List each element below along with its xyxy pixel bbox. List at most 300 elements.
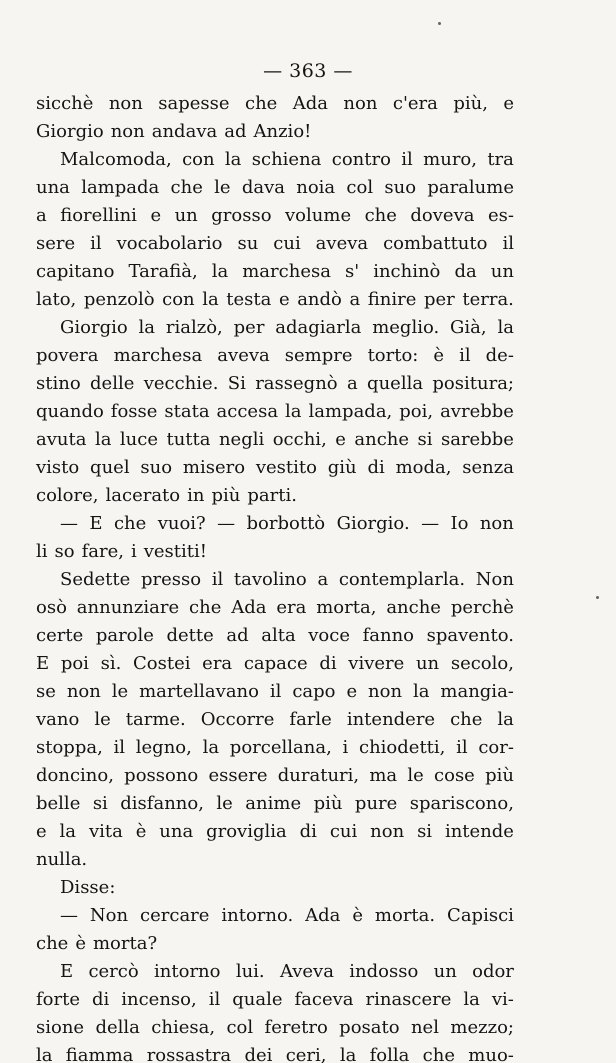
word: una — [159, 821, 194, 842]
word: se — [36, 681, 56, 702]
word: rossastra — [146, 1045, 232, 1063]
word: inchinò — [373, 261, 441, 282]
word: intende — [444, 821, 514, 842]
print-speck — [438, 22, 441, 25]
word: quale — [232, 989, 283, 1010]
word: stino — [36, 373, 81, 394]
text-line — [36, 1042, 514, 1063]
word: doveva — [410, 205, 475, 226]
word: una — [36, 177, 70, 198]
word: non — [110, 121, 145, 142]
word: E — [89, 513, 103, 534]
text-line — [36, 90, 514, 118]
word: rassegnò — [255, 373, 338, 394]
word: che — [36, 933, 69, 954]
word: cose — [434, 765, 475, 786]
word: negli — [218, 429, 265, 450]
word: col — [346, 177, 374, 198]
word: Non — [89, 905, 129, 926]
word: non — [479, 513, 514, 534]
word: volume — [285, 205, 352, 226]
word: lampada — [81, 177, 160, 198]
word: positura; — [432, 373, 514, 394]
word: le — [214, 177, 231, 198]
word: morta? — [92, 933, 158, 954]
text-line — [36, 398, 514, 426]
word: la — [497, 709, 514, 730]
word: spavento. — [426, 625, 514, 646]
word: cercò — [88, 961, 139, 982]
word: alta — [261, 625, 296, 646]
text-line — [36, 510, 514, 538]
word: ma — [369, 765, 398, 786]
word: suo — [140, 457, 173, 478]
text-line — [36, 986, 514, 1014]
word: e — [335, 429, 346, 450]
word: e — [503, 93, 514, 114]
word: annunziare — [76, 597, 180, 618]
word: della — [95, 1017, 140, 1038]
word: E — [36, 653, 50, 674]
word: vano — [36, 709, 80, 730]
word: sione — [36, 1017, 85, 1038]
word: per — [233, 317, 265, 338]
text-line — [36, 314, 514, 342]
word: e — [346, 681, 358, 702]
word: spariscono, — [409, 793, 514, 814]
word: la — [463, 989, 480, 1010]
text-line — [36, 958, 514, 986]
word: sarebbe — [440, 429, 514, 450]
word: Tarafià, — [128, 261, 198, 282]
word: capo — [292, 681, 336, 702]
word: ad — [226, 625, 249, 646]
word: marchesa — [113, 345, 203, 366]
text-line — [36, 678, 514, 706]
word: indosso — [349, 961, 419, 982]
word: e — [278, 289, 290, 310]
word: poi — [60, 653, 89, 674]
text-line — [36, 118, 514, 146]
word: le — [216, 793, 233, 814]
word: quel — [90, 457, 130, 478]
word: a — [349, 289, 361, 310]
word: il — [211, 569, 224, 590]
word: — — [60, 513, 78, 534]
word: avrebbe — [440, 401, 514, 422]
word: è — [135, 821, 147, 842]
word: cui — [329, 821, 358, 842]
word: la — [339, 1045, 357, 1063]
text-line — [36, 230, 514, 258]
word: per — [423, 289, 455, 310]
word: non — [343, 93, 378, 114]
word: torto: — [367, 345, 419, 366]
word: posato — [339, 1017, 400, 1038]
text-line — [36, 146, 514, 174]
text-line — [36, 818, 514, 846]
word: so — [54, 541, 75, 562]
word: — — [421, 513, 440, 534]
text-line — [36, 902, 514, 930]
word: grosso — [211, 205, 272, 226]
word: disfanno, — [120, 793, 204, 814]
word: senza — [462, 457, 514, 478]
word: pure — [354, 793, 398, 814]
word: cui — [273, 233, 301, 254]
text-line — [36, 454, 514, 482]
word: Giorgio — [60, 317, 128, 338]
word: un — [415, 653, 440, 674]
word: schiena — [251, 149, 322, 170]
word: duraturi, — [277, 765, 360, 786]
word: fare, — [81, 541, 124, 562]
word: noia — [296, 177, 336, 198]
word: si — [417, 429, 433, 450]
word: vecchie. — [143, 373, 219, 394]
word: tutta — [166, 429, 211, 450]
word: la — [59, 821, 77, 842]
word: c'era — [392, 93, 438, 114]
word: quella — [367, 373, 424, 394]
word: su — [237, 233, 259, 254]
word: a — [317, 569, 329, 590]
word: legno, — [135, 737, 192, 758]
word: borbottò — [246, 513, 326, 534]
word: il — [90, 233, 102, 254]
word: che — [450, 709, 483, 730]
word: quando — [36, 401, 104, 422]
word: odor — [472, 961, 514, 982]
word: anche — [354, 429, 410, 450]
word: di — [367, 457, 385, 478]
word: Io — [450, 513, 469, 534]
word: dava — [241, 177, 285, 198]
word: non — [66, 681, 101, 702]
text-line — [36, 482, 514, 510]
word: fosse — [110, 401, 158, 422]
word: Ada — [292, 93, 328, 114]
text-line — [36, 874, 514, 902]
word: povera — [36, 345, 99, 366]
word: era — [202, 653, 233, 674]
word: luce — [119, 429, 158, 450]
word: è — [75, 933, 86, 954]
word: giù — [327, 457, 357, 478]
word: penzolò — [83, 289, 155, 310]
text-line — [36, 174, 514, 202]
word: che — [113, 513, 147, 534]
word: stata — [164, 401, 210, 422]
word: cor- — [478, 737, 514, 758]
word: moda, — [395, 457, 452, 478]
word: occhi, — [272, 429, 327, 450]
text-line — [36, 706, 514, 734]
word: e — [36, 821, 47, 842]
word: più — [313, 793, 343, 814]
word: chiesa, — [151, 1017, 216, 1038]
word: terra. — [462, 289, 514, 310]
word: sere — [36, 233, 76, 254]
page-number: — 363 — — [263, 60, 353, 82]
word: fiamma — [65, 1045, 134, 1063]
word: tra — [487, 149, 514, 170]
word: vestiti! — [143, 541, 208, 562]
word: la — [497, 317, 514, 338]
word: intendere — [346, 709, 436, 730]
word: li — [36, 541, 48, 562]
word: Si — [227, 373, 246, 394]
word: morta, — [316, 597, 377, 618]
word: lui. — [235, 961, 265, 982]
word: la — [285, 401, 302, 422]
word: la — [202, 289, 219, 310]
word: accesa — [216, 401, 279, 422]
word: sempre — [284, 345, 353, 366]
word: mangia- — [440, 681, 514, 702]
word: sì. — [100, 653, 122, 674]
word: capace — [243, 653, 308, 674]
text-line — [36, 342, 514, 370]
word: la — [138, 317, 156, 338]
word: vi- — [491, 989, 514, 1010]
word: di — [91, 989, 110, 1010]
word: il — [459, 345, 471, 366]
word: Non — [475, 569, 514, 590]
word: lampada, — [308, 401, 393, 422]
word: non — [108, 93, 143, 114]
word: folla — [369, 1045, 410, 1063]
word: col — [226, 1017, 254, 1038]
word: più, — [453, 93, 488, 114]
text-line — [36, 762, 514, 790]
word: poi, — [399, 401, 434, 422]
word: rinascere — [365, 989, 452, 1010]
word: non — [370, 821, 405, 842]
word: Giorgio — [36, 121, 104, 142]
text-line — [36, 1014, 514, 1042]
word: doncino, — [36, 765, 114, 786]
text-line — [36, 622, 514, 650]
word: in — [187, 485, 205, 506]
word: i — [342, 737, 349, 758]
word: un — [433, 961, 457, 982]
word: delle — [90, 373, 135, 394]
word: Capisci — [447, 905, 514, 926]
word: le — [111, 681, 129, 702]
word: parole — [95, 625, 154, 646]
word: feretro — [264, 1017, 328, 1038]
text-line — [36, 258, 514, 286]
word: aveva — [315, 233, 369, 254]
word: — — [217, 513, 236, 534]
word: Costei — [133, 653, 191, 674]
word: combattuto — [383, 233, 488, 254]
word: Disse: — [60, 877, 116, 898]
word: dei — [244, 1045, 273, 1063]
word: E — [60, 961, 74, 982]
word: visto — [36, 457, 80, 478]
word: vocabolario — [116, 233, 223, 254]
word: Anzio! — [253, 121, 312, 142]
word: paralume — [427, 177, 514, 198]
word: che — [364, 205, 397, 226]
word: la — [94, 429, 112, 450]
word: fanno — [362, 625, 414, 646]
word: incenso, — [121, 989, 197, 1010]
word: che — [170, 177, 203, 198]
word: Aveva — [279, 961, 334, 982]
word: s' — [344, 261, 360, 282]
print-speck — [596, 596, 599, 599]
word: groviglia — [206, 821, 287, 842]
text-line — [36, 790, 514, 818]
word: belle — [36, 793, 81, 814]
text-line — [36, 286, 514, 314]
word: farle — [289, 709, 332, 730]
word: il — [269, 681, 282, 702]
word: anime — [245, 793, 302, 814]
word: Sedette — [60, 569, 131, 590]
word: che — [189, 597, 222, 618]
word: cercare — [140, 905, 210, 926]
word: da — [454, 261, 477, 282]
word: contro — [331, 149, 391, 170]
word: Giorgio. — [336, 513, 410, 534]
word: il — [502, 233, 514, 254]
word: de- — [485, 345, 514, 366]
word: — — [60, 905, 78, 926]
word: misero — [182, 457, 246, 478]
word: testa — [226, 289, 272, 310]
word: colore, — [36, 485, 99, 506]
word: Ada — [231, 597, 267, 618]
text-line — [36, 594, 514, 622]
word: certe — [36, 625, 84, 646]
word: morta. — [374, 905, 436, 926]
word: perchè — [450, 597, 514, 618]
word: a — [346, 373, 358, 394]
word: ad — [224, 121, 247, 142]
word: porcellana, — [229, 737, 332, 758]
word: sicchè — [36, 93, 94, 114]
word: martellavano — [139, 681, 259, 702]
word: essere — [208, 765, 268, 786]
word: più — [211, 485, 241, 506]
word: sapesse — [158, 93, 230, 114]
word: osò — [36, 597, 67, 618]
word: un — [174, 205, 198, 226]
word: a — [36, 205, 47, 226]
word: rialzò, — [165, 317, 223, 338]
word: lacerato — [105, 485, 181, 506]
text-line — [36, 426, 514, 454]
word: vita — [88, 821, 123, 842]
word: faceva — [294, 989, 354, 1010]
word: tarme. — [125, 709, 186, 730]
word: la — [224, 149, 242, 170]
word: Occorre — [200, 709, 275, 730]
word: tavolino — [233, 569, 307, 590]
word: fiorellini — [60, 205, 137, 226]
word: contemplarla. — [338, 569, 466, 590]
word: es- — [487, 205, 514, 226]
text-line — [36, 846, 514, 874]
word: avuta — [36, 429, 87, 450]
word: ceri, — [285, 1045, 327, 1063]
word: vuoi? — [157, 513, 206, 534]
word: Malcomoda, — [60, 149, 172, 170]
word: muo- — [468, 1045, 514, 1063]
text-line — [36, 650, 514, 678]
word: suo — [384, 177, 417, 198]
word: che — [244, 93, 278, 114]
word: e — [150, 205, 162, 226]
word: di — [319, 653, 337, 674]
text-line — [36, 538, 514, 566]
word: vestito — [255, 457, 317, 478]
text-line — [36, 370, 514, 398]
word: stoppa, — [36, 737, 103, 758]
word: si — [92, 793, 108, 814]
text-line — [36, 202, 514, 230]
word: di — [299, 821, 317, 842]
word: più — [485, 765, 514, 786]
word: meglio. — [372, 317, 440, 338]
word: con — [182, 149, 215, 170]
word: il — [401, 149, 413, 170]
text-line — [36, 566, 514, 594]
word: il — [208, 989, 221, 1010]
word: aveva — [217, 345, 270, 366]
word: nel — [410, 1017, 439, 1038]
word: parti. — [247, 485, 297, 506]
word: Già, — [450, 317, 487, 338]
word: andava — [151, 121, 218, 142]
word: voce — [308, 625, 350, 646]
word: vivere — [348, 653, 405, 674]
word: lato, — [36, 289, 77, 310]
word: finire — [367, 289, 417, 310]
word: non — [368, 681, 403, 702]
word: si — [417, 821, 433, 842]
word: le — [407, 765, 424, 786]
text-line — [36, 930, 514, 958]
word: era — [276, 597, 307, 618]
body-text — [36, 90, 514, 1063]
word: chiodetti, — [359, 737, 446, 758]
word: i — [130, 541, 137, 562]
word: presso — [140, 569, 202, 590]
word: con — [162, 289, 195, 310]
word: marchesa — [242, 261, 331, 282]
word: è — [352, 905, 363, 926]
word: adagiarla — [275, 317, 362, 338]
word: muro, — [423, 149, 477, 170]
word: dette — [166, 625, 214, 646]
word: andò — [297, 289, 342, 310]
word: nulla. — [36, 849, 88, 870]
word: è — [433, 345, 445, 366]
word: un — [490, 261, 514, 282]
word: la — [412, 681, 430, 702]
word: il — [456, 737, 468, 758]
word: secolo, — [450, 653, 514, 674]
word: la — [202, 737, 220, 758]
word: capitano — [36, 261, 115, 282]
text-line — [36, 734, 514, 762]
word: intorno — [154, 961, 221, 982]
